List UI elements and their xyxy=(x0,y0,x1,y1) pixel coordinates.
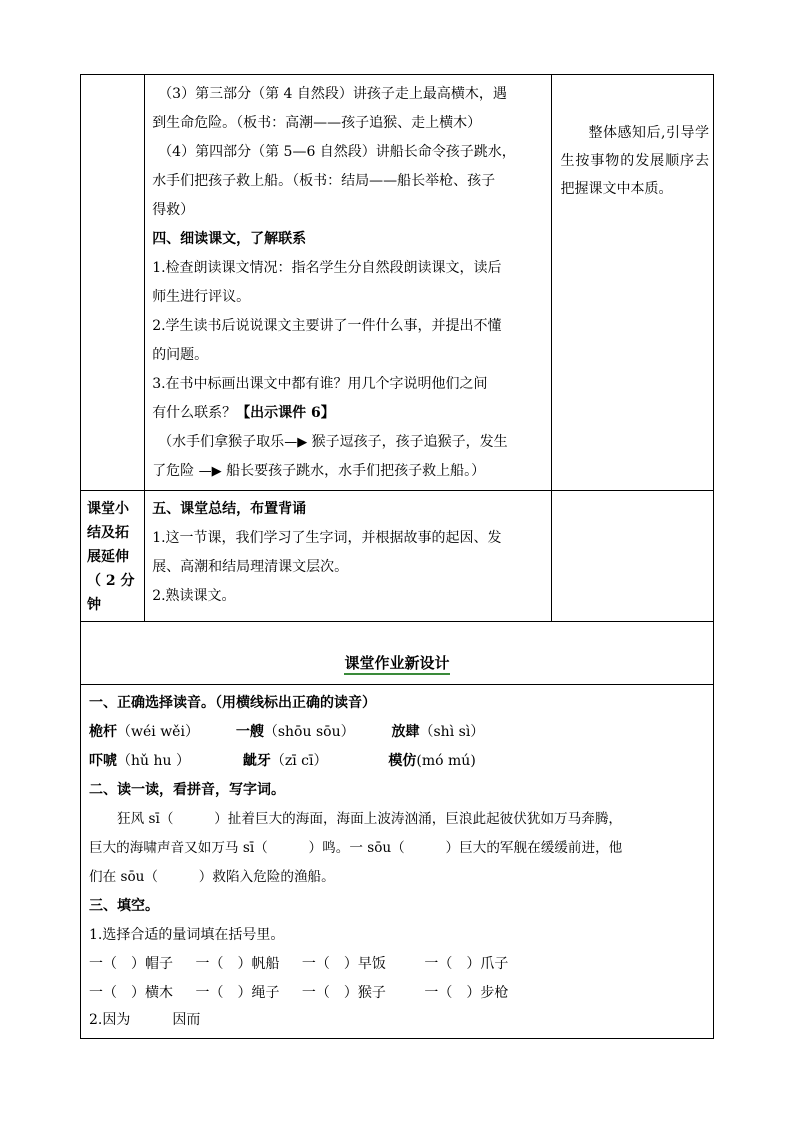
measure-word-row xyxy=(89,979,707,1008)
table-row xyxy=(81,491,714,622)
text-span: 因而 xyxy=(172,1012,201,1028)
document-page xyxy=(80,74,714,1039)
text-span: 2.因为 xyxy=(89,1012,131,1028)
teaching-note: 整体感知后,引导学生按事物的发展顺序去把握课文中本质。 xyxy=(560,125,709,197)
courseware-tag: 【出示课件 6】 xyxy=(236,405,335,421)
text-line: 到生命危险。（板书：高潮——孩子追猴、走上横木） xyxy=(152,115,482,131)
text-line: 1.检查朗读课文情况：指名学生分自然段朗读课文，读后 xyxy=(152,260,502,276)
pinyin-options: （shōu sōu） xyxy=(263,724,355,740)
question-heading: 一、正确选择读音。（用横线标出正确的读音） xyxy=(89,695,376,711)
text-span: （水手们拿猴子取乐 xyxy=(158,434,285,450)
measure-word-item: 一（ ）帽子 xyxy=(89,956,173,972)
text-line: 水手们把孩子救上船。（板书：结局——船长举枪、孩子 xyxy=(152,173,496,189)
word: 放肆 xyxy=(391,724,420,740)
text-line xyxy=(89,1008,707,1032)
text-line: 1.这一节课，我们学习了生字词，并根据故事的起因、发 xyxy=(152,530,502,546)
text-line: 2.熟读课文。 xyxy=(152,588,236,604)
measure-word-item: 一（ ）步枪 xyxy=(424,985,509,1001)
measure-word-item: 一（ ）猴子 xyxy=(301,985,386,1001)
text-span: 船长要孩子跳水，水手们把孩子救上船。） xyxy=(226,463,486,479)
arrow-right-icon: —▶ xyxy=(284,435,308,450)
text-line xyxy=(152,428,547,457)
empty-label-cell xyxy=(81,75,145,491)
word: 桅杆 xyxy=(89,724,117,740)
question-heading: 二、读一读，看拼音，写字词。 xyxy=(89,782,285,798)
passage-line: 狂风 sī（ ）扯着巨大的海面，海面上波涛汹涌，巨浪此起彼伏犹如万马奔腾， xyxy=(117,811,623,827)
word: 吓唬 xyxy=(89,753,117,769)
text-line: 3.在书中标画出课文中都有谁？用几个字说明他们之间 xyxy=(152,376,488,392)
table-row xyxy=(81,622,714,685)
homework-body-cell xyxy=(81,685,714,1039)
pinyin-options: （wéi wěi） xyxy=(117,724,199,740)
pinyin-options: （hǔ hu ） xyxy=(117,753,190,769)
pinyin-options: （shì sì） xyxy=(419,724,485,740)
text-span: 有什么联系？ xyxy=(152,405,237,421)
section-label-cell xyxy=(81,491,145,622)
text-span: 了危险 xyxy=(152,463,195,479)
measure-word-item: 一（ ）绳子 xyxy=(195,985,280,1001)
table-row xyxy=(81,75,714,491)
pinyin-options: （zī cī） xyxy=(270,753,328,769)
text-line: （4）第四部分（第 5—6 自然段）讲船长命令孩子跳水， xyxy=(158,144,516,160)
question-heading: 三、填空。 xyxy=(89,898,159,914)
empty-note-cell xyxy=(552,491,714,622)
content-cell xyxy=(145,75,552,491)
text-line xyxy=(152,399,547,428)
pinyin-options: (mó mú) xyxy=(416,753,476,769)
text-line: 得救） xyxy=(152,202,195,218)
text-line: （3）第三部分（第 4 自然段）讲孩子走上最高横木，遇 xyxy=(158,86,507,102)
section-heading: 四、细读课文，了解联系 xyxy=(152,231,307,247)
word: 龇牙 xyxy=(242,753,271,769)
measure-word-row xyxy=(89,950,707,979)
word: 模仿 xyxy=(388,753,417,769)
measure-word-item: 一（ ）横木 xyxy=(89,985,173,1001)
text-line: 2.学生读书后说说课文主要讲了一件什么事，并提出不懂 xyxy=(152,318,502,334)
homework-title-cell xyxy=(81,622,714,685)
text-line: 的问题。 xyxy=(152,347,209,363)
measure-word-item: 一（ ）早饭 xyxy=(301,956,386,972)
word: 一艘 xyxy=(235,724,264,740)
note-cell xyxy=(552,75,714,491)
arrow-right-icon: —▶ xyxy=(198,464,222,479)
measure-word-item: 一（ ）爪子 xyxy=(424,956,509,972)
text-line: 师生进行评议。 xyxy=(152,289,251,305)
text-line: 展、高潮和结局理清课文层次。 xyxy=(152,559,349,575)
lesson-plan-table xyxy=(80,74,714,1039)
table-row xyxy=(81,685,714,1039)
text-span: 猴子逗孩子，孩子追猴子，发生 xyxy=(311,434,508,450)
homework-title: 课堂作业新设计 xyxy=(344,653,449,675)
pinyin-row xyxy=(89,747,707,776)
measure-word-item: 一（ ）帆船 xyxy=(195,956,280,972)
text-line xyxy=(152,457,547,486)
passage-line: 们在 sōu（ ）救陷入危险的渔船。 xyxy=(89,869,335,885)
content-cell xyxy=(145,491,552,622)
text-line: 1.选择合适的量词填在括号里。 xyxy=(89,927,285,943)
section-heading: 五、课堂总结，布置背诵 xyxy=(152,501,307,517)
section-label: 课堂小结及拓展延伸（ 2 分钟 xyxy=(87,501,135,613)
passage-line: 巨大的海啸声音又如万马 sī（ ）鸣。一 sōu（ ）巨大的军舰在缓缓前进，他 xyxy=(89,840,623,856)
pinyin-row xyxy=(89,718,707,747)
